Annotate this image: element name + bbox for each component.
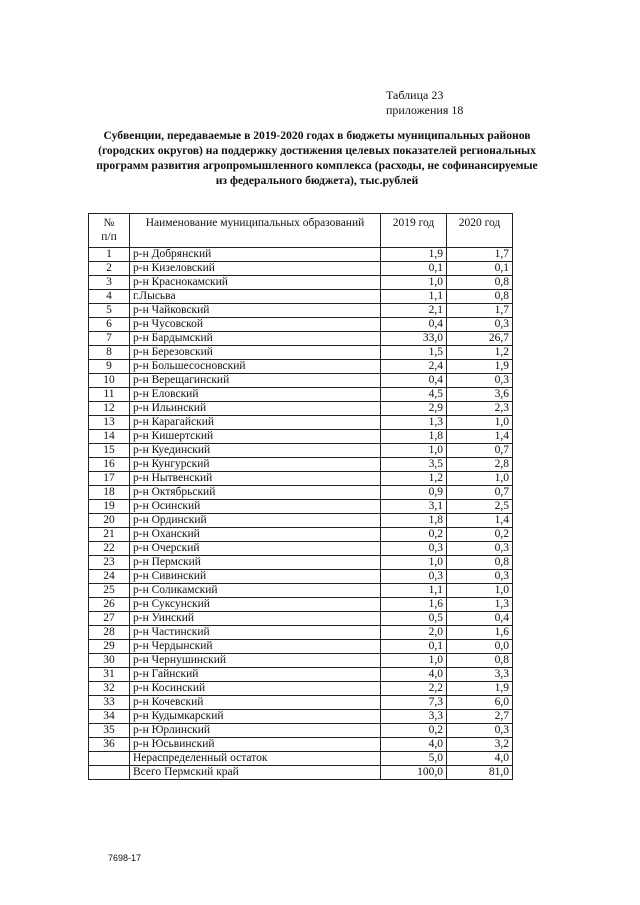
row-municipality: р-н Кунгурский [130,458,381,472]
row-value-2019: 0,2 [381,724,447,738]
row-number: 9 [89,360,130,374]
row-number: 28 [89,626,130,640]
row-number: 16 [89,458,130,472]
table-row [89,500,513,514]
row-number: 34 [89,710,130,724]
row-value-2020: 0,3 [447,724,513,738]
header-2020: 2020 год [447,214,513,248]
row-number: 14 [89,430,130,444]
row-number-empty [89,766,130,780]
header-2019: 2019 год [381,214,447,248]
row-municipality: р-н Частинский [130,626,381,640]
row-value-2019: 1,3 [381,416,447,430]
table-row [89,402,513,416]
row-number: 19 [89,500,130,514]
row-number: 21 [89,528,130,542]
row-municipality: р-н Суксунский [130,598,381,612]
row-number: 5 [89,304,130,318]
row-municipality: р-н Еловский [130,388,381,402]
row-number: 1 [89,248,130,262]
row-value-2019: 2,9 [381,402,447,416]
total-row [89,766,513,780]
row-value-2020: 2,7 [447,710,513,724]
row-number: 31 [89,668,130,682]
row-municipality: р-н Краснокамский [130,276,381,290]
row-municipality: р-н Ординский [130,514,381,528]
row-value-2020: 1,4 [447,430,513,444]
row-value-2019: 4,0 [381,668,447,682]
table-row [89,584,513,598]
row-value-2019: 0,3 [381,570,447,584]
row-number: 26 [89,598,130,612]
row-value-2019: 3,1 [381,500,447,514]
row-number: 10 [89,374,130,388]
row-value-2020: 1,0 [447,584,513,598]
row-value-2019: 1,0 [381,556,447,570]
row-value-2019: 1,0 [381,444,447,458]
row-value-2020: 2,8 [447,458,513,472]
row-municipality: р-н Карагайский [130,416,381,430]
table-row [89,528,513,542]
row-value-2019: 3,3 [381,710,447,724]
table-header-row [89,214,513,248]
row-value-2019: 1,8 [381,514,447,528]
table-row [89,248,513,262]
total-value-2020: 81,0 [447,766,513,780]
row-value-2020: 0,3 [447,570,513,584]
row-number: 7 [89,332,130,346]
row-value-2019: 3,5 [381,458,447,472]
row-number: 22 [89,542,130,556]
row-number: 27 [89,612,130,626]
row-number: 17 [89,472,130,486]
row-municipality: р-н Гайнский [130,668,381,682]
title-line: (городских округов) на поддержку достижения целевых показателей региональных [98,144,536,157]
table-row [89,430,513,444]
row-value-2019: 1,1 [381,290,447,304]
row-value-2019: 0,4 [381,318,447,332]
table-row [89,332,513,346]
row-value-2020: 1,7 [447,248,513,262]
row-number: 24 [89,570,130,584]
row-municipality: р-н Кочевский [130,696,381,710]
row-value-2020: 0,8 [447,556,513,570]
title-line: из федерального бюджета), тыс.рублей [215,174,419,187]
row-value-2020: 0,7 [447,444,513,458]
row-municipality: р-н Добрянский [130,248,381,262]
row-value-2020: 3,6 [447,388,513,402]
row-value-2020: 0,1 [447,262,513,276]
table-row [89,486,513,500]
row-number: 15 [89,444,130,458]
table-row [89,416,513,430]
reserve-value-2020: 4,0 [447,752,513,766]
table-row [89,514,513,528]
header-number: № п/п [89,214,130,248]
row-municipality: р-н Юсьвинский [130,738,381,752]
table-row [89,304,513,318]
row-municipality: р-н Чердынский [130,640,381,654]
table-row [89,696,513,710]
row-value-2020: 1,3 [447,598,513,612]
table-row [89,346,513,360]
row-municipality: р-н Куединский [130,444,381,458]
row-value-2019: 2,1 [381,304,447,318]
row-number: 4 [89,290,130,304]
row-value-2019: 2,0 [381,626,447,640]
row-municipality: р-н Очерский [130,542,381,556]
table-row [89,360,513,374]
row-number: 20 [89,514,130,528]
reserve-value-2019: 5,0 [381,752,447,766]
row-number: 6 [89,318,130,332]
row-value-2019: 0,3 [381,542,447,556]
row-value-2020: 1,0 [447,472,513,486]
row-value-2020: 0,8 [447,276,513,290]
row-value-2019: 1,0 [381,276,447,290]
table-row [89,290,513,304]
document-code: 7698-17 [108,853,142,863]
row-number: 25 [89,584,130,598]
row-number: 30 [89,654,130,668]
row-value-2020: 0,0 [447,640,513,654]
row-municipality: р-н Кизеловский [130,262,381,276]
row-municipality: р-н Юрлинский [130,724,381,738]
row-value-2019: 2,4 [381,360,447,374]
row-value-2020: 2,3 [447,402,513,416]
table-row [89,374,513,388]
table-row [89,458,513,472]
row-number: 32 [89,682,130,696]
row-municipality: р-н Уинский [130,612,381,626]
row-value-2020: 0,4 [447,612,513,626]
appendix-reference [386,88,463,118]
table-row [89,724,513,738]
row-value-2020: 0,7 [447,486,513,500]
subventions-table [88,213,513,780]
row-value-2020: 1,7 [447,304,513,318]
row-value-2020: 3,2 [447,738,513,752]
document-title [88,128,546,188]
row-value-2019: 1,1 [381,584,447,598]
row-value-2019: 0,1 [381,640,447,654]
row-value-2020: 1,2 [447,346,513,360]
row-number: 11 [89,388,130,402]
row-value-2019: 7,3 [381,696,447,710]
table-row [89,738,513,752]
row-municipality: р-н Косинский [130,682,381,696]
table-row [89,570,513,584]
row-value-2020: 6,0 [447,696,513,710]
row-municipality: р-н Ильинский [130,402,381,416]
row-municipality: р-н Верещагинский [130,374,381,388]
table-row [89,682,513,696]
row-value-2020: 0,2 [447,528,513,542]
row-value-2019: 0,1 [381,262,447,276]
total-value-2019: 100,0 [381,766,447,780]
row-value-2020: 1,0 [447,416,513,430]
table-row [89,668,513,682]
row-value-2020: 1,9 [447,360,513,374]
table-row [89,444,513,458]
header-name: Наименование муниципальных образований [130,214,381,248]
row-value-2019: 0,9 [381,486,447,500]
table-row [89,710,513,724]
row-value-2019: 1,0 [381,654,447,668]
table-row [89,318,513,332]
row-value-2020: 1,9 [447,682,513,696]
row-value-2019: 1,5 [381,346,447,360]
row-value-2019: 1,8 [381,430,447,444]
row-value-2020: 26,7 [447,332,513,346]
row-number: 13 [89,416,130,430]
row-municipality: г.Лысьва [130,290,381,304]
row-number: 36 [89,738,130,752]
row-municipality: р-н Оханский [130,528,381,542]
row-value-2019: 0,2 [381,528,447,542]
row-value-2020: 0,3 [447,374,513,388]
appendix-number: приложения 18 [386,103,464,117]
row-municipality: р-н Нытвенский [130,472,381,486]
row-number: 29 [89,640,130,654]
row-municipality: р-н Кишертский [130,430,381,444]
row-municipality: р-н Чайковский [130,304,381,318]
table-row [89,640,513,654]
row-number: 2 [89,262,130,276]
row-number: 33 [89,696,130,710]
table-row [89,388,513,402]
table-row [89,542,513,556]
row-number: 3 [89,276,130,290]
row-number: 12 [89,402,130,416]
table-row [89,556,513,570]
reserve-label: Нераспределенный остаток [130,752,381,766]
row-municipality: р-н Октябрьский [130,486,381,500]
title-line: программ развития агропромышленного комплекса (расходы, не софинансируемые [96,159,538,172]
row-number: 23 [89,556,130,570]
row-value-2019: 4,5 [381,388,447,402]
row-value-2019: 1,9 [381,248,447,262]
row-value-2019: 2,2 [381,682,447,696]
table-row [89,612,513,626]
table-row [89,626,513,640]
row-value-2020: 3,3 [447,668,513,682]
reserve-row [89,752,513,766]
table-number: Таблица 23 [386,88,444,102]
row-value-2019: 1,6 [381,598,447,612]
row-number: 8 [89,346,130,360]
row-value-2020: 0,8 [447,654,513,668]
row-municipality: р-н Бардымский [130,332,381,346]
row-value-2020: 1,4 [447,514,513,528]
table-row [89,262,513,276]
row-municipality: р-н Березовский [130,346,381,360]
row-municipality: р-н Пермский [130,556,381,570]
row-number-empty [89,752,130,766]
row-value-2020: 0,8 [447,290,513,304]
row-municipality: р-н Соликамский [130,584,381,598]
row-number: 35 [89,724,130,738]
row-municipality: р-н Большесосновский [130,360,381,374]
total-label: Всего Пермский край [130,766,381,780]
row-number: 18 [89,486,130,500]
row-municipality: р-н Чусовской [130,318,381,332]
table-row [89,276,513,290]
row-municipality: р-н Осинский [130,500,381,514]
table-body [89,248,513,780]
title-line: Субвенции, передаваемые в 2019-2020 годах в бюджеты муниципальных районов [103,129,531,142]
table-row [89,654,513,668]
row-value-2020: 0,3 [447,542,513,556]
row-value-2019: 0,4 [381,374,447,388]
row-value-2020: 0,3 [447,318,513,332]
row-value-2019: 1,2 [381,472,447,486]
row-value-2020: 1,6 [447,626,513,640]
row-value-2020: 2,5 [447,500,513,514]
table-row [89,598,513,612]
row-value-2019: 33,0 [381,332,447,346]
row-municipality: р-н Сивинский [130,570,381,584]
row-value-2019: 0,5 [381,612,447,626]
row-value-2019: 4,0 [381,738,447,752]
table-row [89,472,513,486]
row-municipality: р-н Кудымкарский [130,710,381,724]
row-municipality: р-н Чернушинский [130,654,381,668]
